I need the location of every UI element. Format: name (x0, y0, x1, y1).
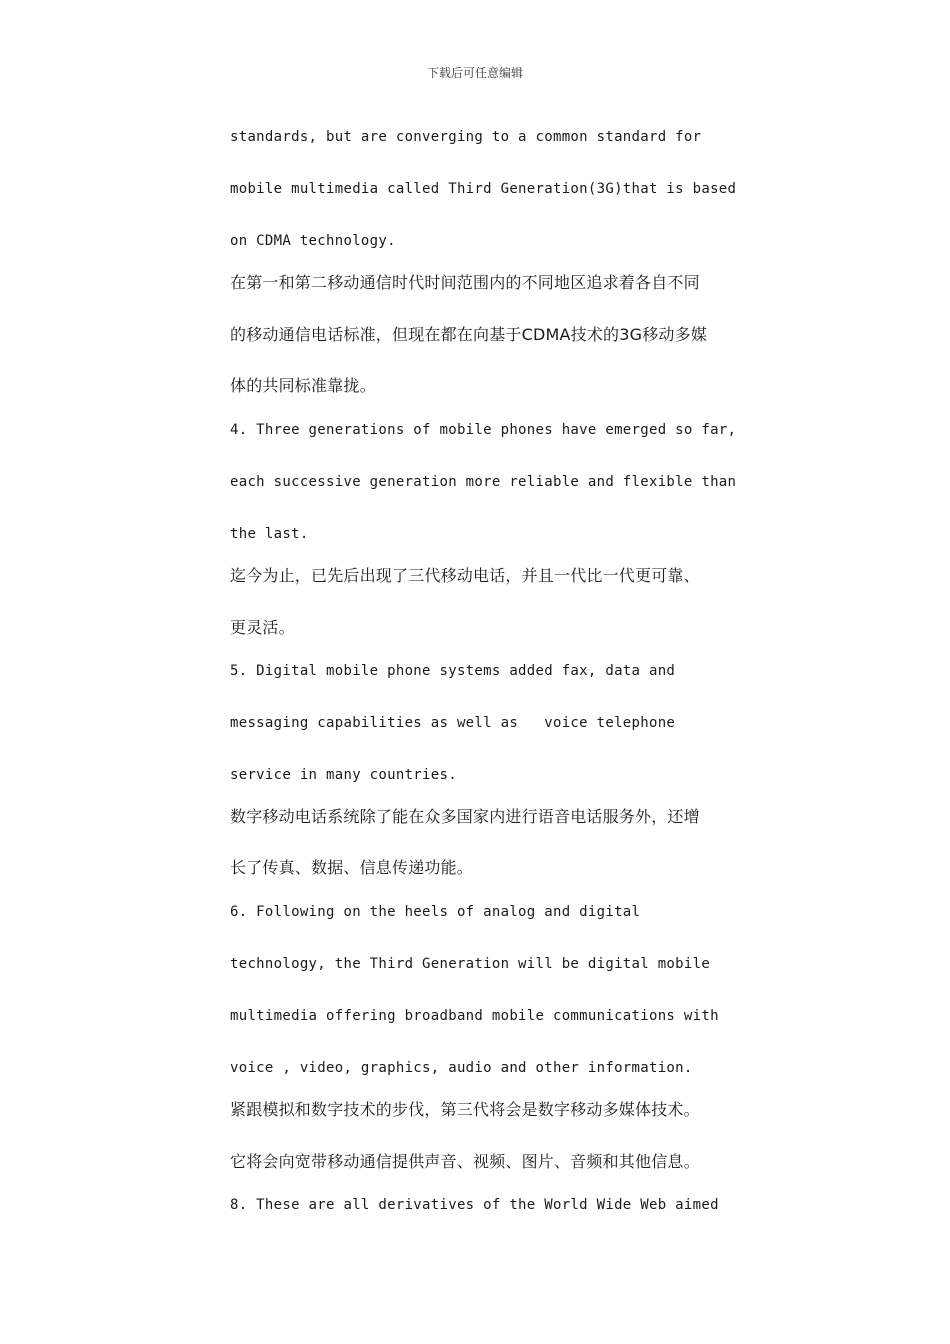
text-line: 紧跟模拟和数字技术的步伐，第三代将会是数字移动多媒体技术。 (230, 1100, 700, 1119)
text-line: 体的共同标准靠拢。 (230, 376, 376, 395)
text-line: messaging capabilities as well as voice telephone (230, 715, 676, 731)
text-line: 迄今为止，已先后出现了三代移动电话，并且一代比一代更可靠、 (230, 566, 700, 585)
text-line: 4. Three generations of mobile phones have emerged so far, (230, 422, 737, 438)
text-line: 更灵活。 (230, 618, 295, 637)
text-line: mobile multimedia called Third Generation(3G)that is based (230, 181, 737, 197)
text-line: 长了传真、数据、信息传递功能。 (230, 858, 474, 877)
text-line: on CDMA technology. (230, 233, 396, 249)
text-line: 在第一和第二移动通信时代时间范围内的不同地区追求着各自不同 (230, 273, 700, 292)
text-line: 5. Digital mobile phone systems added fax, data and (230, 663, 676, 679)
text-line: standards, but are converging to a common standard for (230, 129, 702, 145)
text-line: 8. These are all derivatives of the World Wide Web aimed (230, 1197, 719, 1213)
text-line: each successive generation more reliable and flexible than (230, 474, 737, 490)
page-header: 下载后可任意编辑 (426, 66, 523, 80)
text-line: voice , video, graphics, audio and other information. (230, 1060, 693, 1076)
text-line: service in many countries. (230, 767, 457, 783)
text-line: 的移动通信电话标准，但现在都在向基于CDMA技术的3G移动多媒 (230, 325, 708, 344)
text-line: the last. (230, 526, 309, 542)
text-line: 它将会向宽带移动通信提供声音、视频、图片、音频和其他信息。 (230, 1152, 700, 1171)
text-line: 6. Following on the heels of analog and digital (230, 904, 641, 920)
text-line: technology, the Third Generation will be digital mobile (230, 956, 711, 972)
text-line: multimedia offering broadband mobile communications with (230, 1008, 719, 1024)
text-line: 数字移动电话系统除了能在众多国家内进行语音电话服务外，还增 (230, 807, 700, 826)
